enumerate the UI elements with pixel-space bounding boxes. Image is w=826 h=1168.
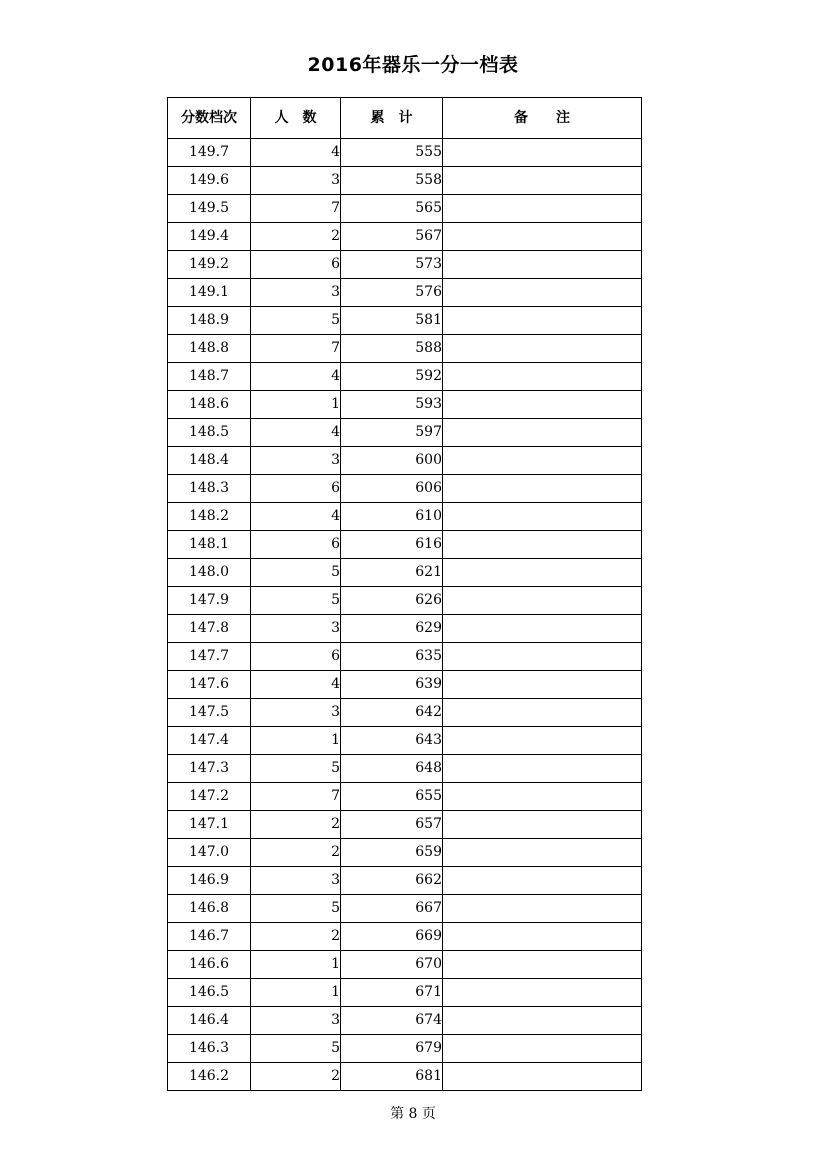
cumulative-cell: 606 — [341, 475, 443, 503]
note-cell — [443, 1063, 642, 1091]
cumulative-cell: 643 — [341, 727, 443, 755]
cumulative-cell: 593 — [341, 391, 443, 419]
count-cell: 4 — [251, 671, 341, 699]
score-cell: 148.2 — [168, 503, 251, 531]
table-row — [168, 195, 642, 223]
cumulative-cell: 659 — [341, 839, 443, 867]
score-cell: 146.6 — [168, 951, 251, 979]
score-cell: 149.2 — [168, 251, 251, 279]
note-cell — [443, 307, 642, 335]
count-cell: 3 — [251, 699, 341, 727]
score-cell: 148.3 — [168, 475, 251, 503]
table-row — [168, 1007, 642, 1035]
score-cell: 147.0 — [168, 839, 251, 867]
cumulative-cell: 662 — [341, 867, 443, 895]
table-row — [168, 923, 642, 951]
note-cell — [443, 671, 642, 699]
score-cell: 149.4 — [168, 223, 251, 251]
count-cell: 3 — [251, 447, 341, 475]
score-cell: 146.4 — [168, 1007, 251, 1035]
note-cell — [443, 335, 642, 363]
count-cell: 7 — [251, 783, 341, 811]
header-note: 备 注 — [443, 98, 642, 139]
count-cell: 2 — [251, 223, 341, 251]
score-cell: 148.6 — [168, 391, 251, 419]
page-number: 第 8 页 — [390, 1106, 436, 1122]
count-cell: 3 — [251, 279, 341, 307]
count-cell: 5 — [251, 755, 341, 783]
count-cell: 5 — [251, 559, 341, 587]
table-row — [168, 587, 642, 615]
table-row — [168, 755, 642, 783]
table-row — [168, 951, 642, 979]
score-cell: 149.6 — [168, 167, 251, 195]
table-row — [168, 335, 642, 363]
note-cell — [443, 167, 642, 195]
header-row — [168, 98, 642, 139]
count-cell: 1 — [251, 979, 341, 1007]
count-cell: 3 — [251, 615, 341, 643]
note-cell — [443, 391, 642, 419]
cumulative-cell: 600 — [341, 447, 443, 475]
note-cell — [443, 699, 642, 727]
cumulative-cell: 573 — [341, 251, 443, 279]
table-row — [168, 531, 642, 559]
note-cell — [443, 783, 642, 811]
count-cell: 3 — [251, 1007, 341, 1035]
note-cell — [443, 503, 642, 531]
table-row — [168, 475, 642, 503]
score-cell: 147.5 — [168, 699, 251, 727]
cumulative-cell: 581 — [341, 307, 443, 335]
score-cell: 148.5 — [168, 419, 251, 447]
note-cell — [443, 587, 642, 615]
table-row — [168, 895, 642, 923]
table-row — [168, 391, 642, 419]
score-cell: 148.7 — [168, 363, 251, 391]
note-cell — [443, 755, 642, 783]
score-cell: 147.8 — [168, 615, 251, 643]
score-cell: 149.7 — [168, 139, 251, 167]
table-row — [168, 503, 642, 531]
note-cell — [443, 1007, 642, 1035]
header-score: 分数档次 — [168, 98, 251, 139]
score-cell: 146.8 — [168, 895, 251, 923]
table-row — [168, 419, 642, 447]
count-cell: 2 — [251, 1063, 341, 1091]
table-row — [168, 139, 642, 167]
note-cell — [443, 447, 642, 475]
table-row — [168, 671, 642, 699]
note-cell — [443, 643, 642, 671]
count-cell: 5 — [251, 895, 341, 923]
table-row — [168, 307, 642, 335]
cumulative-cell: 655 — [341, 783, 443, 811]
count-cell: 5 — [251, 1035, 341, 1063]
count-cell: 5 — [251, 307, 341, 335]
count-cell: 6 — [251, 531, 341, 559]
table-body — [168, 139, 642, 1091]
table-row — [168, 447, 642, 475]
note-cell — [443, 727, 642, 755]
count-cell: 4 — [251, 419, 341, 447]
score-cell: 146.3 — [168, 1035, 251, 1063]
note-cell — [443, 559, 642, 587]
note-cell — [443, 531, 642, 559]
cumulative-cell: 588 — [341, 335, 443, 363]
count-cell: 2 — [251, 923, 341, 951]
header-cumulative: 累 计 — [341, 98, 443, 139]
cumulative-cell: 648 — [341, 755, 443, 783]
note-cell — [443, 615, 642, 643]
table-header — [168, 98, 642, 139]
table-row — [168, 559, 642, 587]
cumulative-cell: 597 — [341, 419, 443, 447]
cumulative-cell: 555 — [341, 139, 443, 167]
count-cell: 2 — [251, 839, 341, 867]
score-cell: 146.7 — [168, 923, 251, 951]
note-cell — [443, 223, 642, 251]
count-cell: 1 — [251, 391, 341, 419]
note-cell — [443, 811, 642, 839]
note-cell — [443, 475, 642, 503]
count-cell: 6 — [251, 475, 341, 503]
count-cell: 6 — [251, 643, 341, 671]
table-row — [168, 811, 642, 839]
note-cell — [443, 867, 642, 895]
table-row — [168, 167, 642, 195]
note-cell — [443, 363, 642, 391]
score-cell: 147.3 — [168, 755, 251, 783]
note-cell — [443, 1035, 642, 1063]
cumulative-cell: 567 — [341, 223, 443, 251]
score-cell: 148.0 — [168, 559, 251, 587]
score-cell: 149.1 — [168, 279, 251, 307]
count-cell: 3 — [251, 167, 341, 195]
cumulative-cell: 558 — [341, 167, 443, 195]
note-cell — [443, 951, 642, 979]
count-cell: 4 — [251, 363, 341, 391]
cumulative-cell: 565 — [341, 195, 443, 223]
score-cell: 147.4 — [168, 727, 251, 755]
table-row — [168, 251, 642, 279]
cumulative-cell: 671 — [341, 979, 443, 1007]
count-cell: 3 — [251, 867, 341, 895]
score-cell: 146.9 — [168, 867, 251, 895]
cumulative-cell: 635 — [341, 643, 443, 671]
table-row — [168, 363, 642, 391]
score-cell: 147.7 — [168, 643, 251, 671]
note-cell — [443, 251, 642, 279]
count-cell: 4 — [251, 139, 341, 167]
score-cell: 147.6 — [168, 671, 251, 699]
cumulative-cell: 639 — [341, 671, 443, 699]
count-cell: 1 — [251, 727, 341, 755]
cumulative-cell: 592 — [341, 363, 443, 391]
table-row — [168, 643, 642, 671]
table-row — [168, 1035, 642, 1063]
score-cell: 148.8 — [168, 335, 251, 363]
cumulative-cell: 669 — [341, 923, 443, 951]
note-cell — [443, 895, 642, 923]
table-row — [168, 839, 642, 867]
score-cell: 147.1 — [168, 811, 251, 839]
table-row — [168, 615, 642, 643]
score-cell: 149.5 — [168, 195, 251, 223]
count-cell: 7 — [251, 195, 341, 223]
score-cell: 146.5 — [168, 979, 251, 1007]
page-title: 2016年器乐一分一档表 — [307, 54, 519, 76]
table-row — [168, 279, 642, 307]
cumulative-cell: 679 — [341, 1035, 443, 1063]
cumulative-cell: 626 — [341, 587, 443, 615]
score-cell: 147.9 — [168, 587, 251, 615]
note-cell — [443, 923, 642, 951]
cumulative-cell: 576 — [341, 279, 443, 307]
score-cell: 146.2 — [168, 1063, 251, 1091]
note-cell — [443, 419, 642, 447]
cumulative-cell: 674 — [341, 1007, 443, 1035]
note-cell — [443, 195, 642, 223]
count-cell: 2 — [251, 811, 341, 839]
table-row — [168, 223, 642, 251]
count-cell: 6 — [251, 251, 341, 279]
score-cell: 148.9 — [168, 307, 251, 335]
count-cell: 1 — [251, 951, 341, 979]
note-cell — [443, 139, 642, 167]
cumulative-cell: 610 — [341, 503, 443, 531]
cumulative-cell: 657 — [341, 811, 443, 839]
note-cell — [443, 979, 642, 1007]
table-row — [168, 699, 642, 727]
score-cell: 147.2 — [168, 783, 251, 811]
score-cell: 148.4 — [168, 447, 251, 475]
cumulative-cell: 642 — [341, 699, 443, 727]
score-cell: 148.1 — [168, 531, 251, 559]
cumulative-cell: 621 — [341, 559, 443, 587]
cumulative-cell: 667 — [341, 895, 443, 923]
table-row — [168, 783, 642, 811]
header-count: 人 数 — [251, 98, 341, 139]
count-cell: 5 — [251, 587, 341, 615]
table-row — [168, 979, 642, 1007]
score-table — [167, 97, 642, 1091]
count-cell: 4 — [251, 503, 341, 531]
cumulative-cell: 616 — [341, 531, 443, 559]
cumulative-cell: 681 — [341, 1063, 443, 1091]
table-row — [168, 727, 642, 755]
table-row — [168, 867, 642, 895]
note-cell — [443, 279, 642, 307]
cumulative-cell: 670 — [341, 951, 443, 979]
note-cell — [443, 839, 642, 867]
table-row — [168, 1063, 642, 1091]
count-cell: 7 — [251, 335, 341, 363]
cumulative-cell: 629 — [341, 615, 443, 643]
